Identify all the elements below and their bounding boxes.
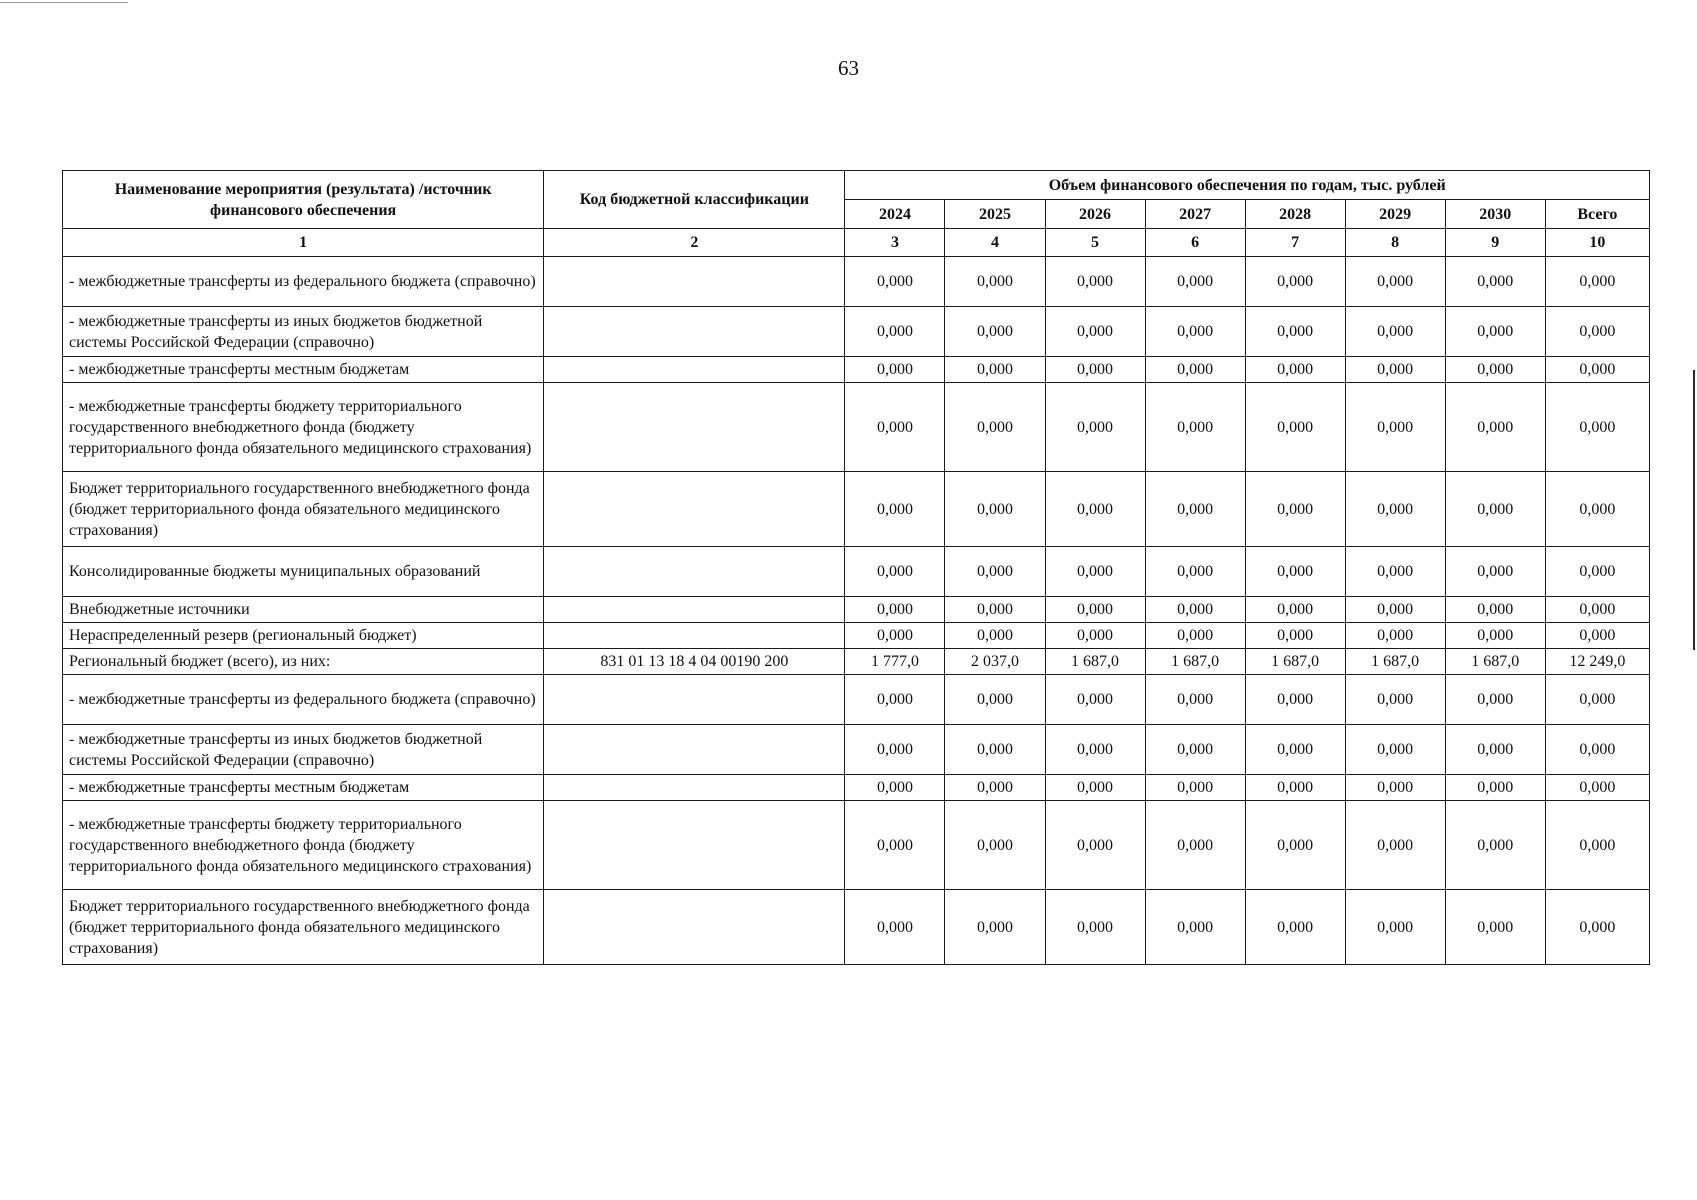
row-value-cell: 1 687,0 [1145, 649, 1245, 675]
row-value-cell: 0,000 [845, 675, 945, 725]
row-value-cell: 0,000 [1045, 775, 1145, 801]
row-value-cell: 0,000 [1145, 357, 1245, 383]
header-year: 2028 [1245, 200, 1345, 229]
column-number: 6 [1145, 229, 1245, 257]
row-value-cell: 0,000 [845, 547, 945, 597]
row-value-cell: 0,000 [1345, 675, 1445, 725]
row-value-cell: 0,000 [1245, 383, 1345, 472]
row-value-cell: 1 777,0 [845, 649, 945, 675]
row-value-cell: 0,000 [1045, 597, 1145, 623]
row-value-cell: 0,000 [845, 725, 945, 775]
row-value-cell: 0,000 [945, 357, 1045, 383]
row-name-cell: - межбюджетные трансферты бюджету территориального государственного внебюджетного фонда (бюджету территориального фонда обязательного медицинского страхования) [63, 383, 544, 472]
row-value-cell: 0,000 [1045, 725, 1145, 775]
row-value-cell: 0,000 [1145, 725, 1245, 775]
row-code-cell [544, 597, 845, 623]
row-value-cell: 0,000 [1245, 890, 1345, 965]
row-value-cell: 0,000 [1445, 775, 1545, 801]
row-code-cell [544, 307, 845, 357]
table-body [63, 257, 1650, 965]
row-value-cell: 0,000 [845, 775, 945, 801]
row-name-cell: Бюджет территориального государственного внебюджетного фонда (бюджет территориального фонда обязательного медицинского страхования) [63, 472, 544, 547]
row-total-cell: 0,000 [1545, 472, 1649, 547]
row-value-cell: 0,000 [945, 725, 1045, 775]
row-value-cell: 0,000 [945, 257, 1045, 307]
row-value-cell: 0,000 [1445, 383, 1545, 472]
row-value-cell: 0,000 [1145, 623, 1245, 649]
row-total-cell: 12 249,0 [1545, 649, 1649, 675]
column-number: 4 [945, 229, 1045, 257]
row-value-cell: 0,000 [1345, 597, 1445, 623]
row-total-cell: 0,000 [1545, 775, 1649, 801]
row-value-cell: 0,000 [845, 623, 945, 649]
row-value-cell: 0,000 [1145, 775, 1245, 801]
row-value-cell: 0,000 [1445, 675, 1545, 725]
row-value-cell: 0,000 [1045, 547, 1145, 597]
row-total-cell: 0,000 [1545, 383, 1649, 472]
row-name-cell: - межбюджетные трансферты местным бюджетам [63, 357, 544, 383]
row-value-cell: 0,000 [1445, 801, 1545, 890]
row-value-cell: 0,000 [945, 472, 1045, 547]
row-value-cell: 0,000 [1245, 547, 1345, 597]
row-name-cell: - межбюджетные трансферты из федерального бюджета (справочно) [63, 257, 544, 307]
row-value-cell: 0,000 [1145, 307, 1245, 357]
row-value-cell: 0,000 [1245, 307, 1345, 357]
row-code-cell [544, 890, 845, 965]
row-value-cell: 0,000 [1445, 257, 1545, 307]
row-value-cell: 0,000 [845, 801, 945, 890]
row-value-cell: 0,000 [1445, 357, 1545, 383]
row-total-cell: 0,000 [1545, 357, 1649, 383]
row-name-cell: Нераспределенный резерв (региональный бюджет) [63, 623, 544, 649]
row-value-cell: 0,000 [1345, 357, 1445, 383]
table-row [63, 623, 1650, 649]
row-code-cell [544, 675, 845, 725]
header-name-column: Наименование мероприятия (результата) /источник финансового обеспечения [63, 171, 544, 229]
row-code-cell: 831 01 13 18 4 04 00190 200 [544, 649, 845, 675]
row-value-cell: 0,000 [945, 547, 1045, 597]
table-row [63, 472, 1650, 547]
row-value-cell: 0,000 [1045, 801, 1145, 890]
row-value-cell: 0,000 [1345, 725, 1445, 775]
row-value-cell: 0,000 [1445, 307, 1545, 357]
row-name-cell: - межбюджетные трансферты местным бюджетам [63, 775, 544, 801]
financing-table [62, 170, 1650, 965]
row-value-cell: 0,000 [1245, 257, 1345, 307]
header-year: 2027 [1145, 200, 1245, 229]
row-value-cell: 0,000 [1345, 307, 1445, 357]
row-value-cell: 0,000 [845, 890, 945, 965]
column-number: 5 [1045, 229, 1145, 257]
row-name-cell: Бюджет территориального государственного внебюджетного фонда (бюджет территориального фонда обязательного медицинского страхования) [63, 890, 544, 965]
row-value-cell: 0,000 [1145, 890, 1245, 965]
row-code-cell [544, 257, 845, 307]
row-value-cell: 0,000 [1145, 472, 1245, 547]
column-number: 3 [845, 229, 945, 257]
row-code-cell [544, 383, 845, 472]
row-name-cell: - межбюджетные трансферты из иных бюджетов бюджетной системы Российской Федерации (справочно) [63, 307, 544, 357]
row-code-cell [544, 725, 845, 775]
row-total-cell: 0,000 [1545, 547, 1649, 597]
row-value-cell: 0,000 [1045, 675, 1145, 725]
column-number-row [63, 229, 1650, 257]
header-year: 2029 [1345, 200, 1445, 229]
column-number: 10 [1545, 229, 1649, 257]
row-value-cell: 0,000 [1045, 623, 1145, 649]
row-value-cell: 0,000 [945, 801, 1045, 890]
row-total-cell: 0,000 [1545, 675, 1649, 725]
table-row [63, 357, 1650, 383]
row-name-cell: - межбюджетные трансферты из иных бюджетов бюджетной системы Российской Федерации (справочно) [63, 725, 544, 775]
table-header [63, 171, 1650, 257]
row-code-cell [544, 472, 845, 547]
row-value-cell: 0,000 [1245, 597, 1345, 623]
table-row [63, 649, 1650, 675]
row-total-cell: 0,000 [1545, 623, 1649, 649]
table-row [63, 725, 1650, 775]
row-name-cell: Консолидированные бюджеты муниципальных образований [63, 547, 544, 597]
row-value-cell: 0,000 [1445, 547, 1545, 597]
row-name-cell: - межбюджетные трансферты из федерального бюджета (справочно) [63, 675, 544, 725]
row-value-cell: 1 687,0 [1345, 649, 1445, 675]
header-funding-group: Объем финансового обеспечения по годам, тыс. рублей [845, 171, 1650, 200]
row-value-cell: 0,000 [1445, 597, 1545, 623]
row-value-cell: 0,000 [1345, 472, 1445, 547]
row-value-cell: 0,000 [1045, 383, 1145, 472]
row-value-cell: 0,000 [1045, 472, 1145, 547]
row-value-cell: 0,000 [1445, 472, 1545, 547]
row-value-cell: 0,000 [1245, 357, 1345, 383]
row-value-cell: 0,000 [1045, 307, 1145, 357]
row-value-cell: 0,000 [1245, 801, 1345, 890]
table-row [63, 597, 1650, 623]
table-row [63, 775, 1650, 801]
row-value-cell: 1 687,0 [1045, 649, 1145, 675]
row-code-cell [544, 623, 845, 649]
table-row [63, 307, 1650, 357]
row-value-cell: 0,000 [1145, 257, 1245, 307]
row-name-cell: - межбюджетные трансферты бюджету территориального государственного внебюджетного фонда (бюджету территориального фонда обязательного медицинского страхования) [63, 801, 544, 890]
row-value-cell: 0,000 [1345, 257, 1445, 307]
table-row [63, 383, 1650, 472]
row-value-cell: 0,000 [1445, 623, 1545, 649]
row-value-cell: 0,000 [1145, 383, 1245, 472]
row-value-cell: 0,000 [1345, 775, 1445, 801]
row-value-cell: 0,000 [1345, 801, 1445, 890]
column-number: 2 [544, 229, 845, 257]
row-value-cell: 1 687,0 [1245, 649, 1345, 675]
row-value-cell: 0,000 [1345, 890, 1445, 965]
row-total-cell: 0,000 [1545, 597, 1649, 623]
header-year: 2024 [845, 200, 945, 229]
row-value-cell: 0,000 [945, 623, 1045, 649]
row-total-cell: 0,000 [1545, 801, 1649, 890]
row-total-cell: 0,000 [1545, 725, 1649, 775]
table-row [63, 890, 1650, 965]
row-value-cell: 0,000 [1245, 623, 1345, 649]
row-value-cell: 0,000 [1345, 383, 1445, 472]
row-total-cell: 0,000 [1545, 307, 1649, 357]
row-value-cell: 0,000 [1245, 472, 1345, 547]
table-row [63, 547, 1650, 597]
row-value-cell: 1 687,0 [1445, 649, 1545, 675]
table-row [63, 257, 1650, 307]
table-row [63, 801, 1650, 890]
row-value-cell: 0,000 [1345, 623, 1445, 649]
scan-edge-mark [0, 2, 128, 3]
row-value-cell: 0,000 [945, 383, 1045, 472]
row-code-cell [544, 775, 845, 801]
row-total-cell: 0,000 [1545, 890, 1649, 965]
column-number: 7 [1245, 229, 1345, 257]
row-value-cell: 0,000 [845, 257, 945, 307]
column-number: 9 [1445, 229, 1545, 257]
column-number: 8 [1345, 229, 1445, 257]
row-value-cell: 0,000 [945, 675, 1045, 725]
header-year: 2025 [945, 200, 1045, 229]
row-value-cell: 0,000 [1145, 675, 1245, 725]
header-year: 2030 [1445, 200, 1545, 229]
row-value-cell: 0,000 [1145, 547, 1245, 597]
row-code-cell [544, 547, 845, 597]
row-value-cell: 0,000 [1245, 675, 1345, 725]
row-value-cell: 0,000 [945, 597, 1045, 623]
row-value-cell: 0,000 [1445, 890, 1545, 965]
row-total-cell: 0,000 [1545, 257, 1649, 307]
page-number: 63 [838, 56, 859, 80]
row-value-cell: 0,000 [1245, 775, 1345, 801]
row-name-cell: Внебюджетные источники [63, 597, 544, 623]
table-row [63, 675, 1650, 725]
row-value-cell: 0,000 [845, 307, 945, 357]
row-value-cell: 0,000 [845, 383, 945, 472]
row-code-cell [544, 801, 845, 890]
scan-edge-bar [1693, 370, 1695, 650]
header-total: Всего [1545, 200, 1649, 229]
row-value-cell: 0,000 [945, 890, 1045, 965]
row-value-cell: 0,000 [1145, 597, 1245, 623]
row-value-cell: 0,000 [945, 775, 1045, 801]
row-value-cell: 0,000 [1445, 725, 1545, 775]
row-value-cell: 0,000 [845, 357, 945, 383]
row-value-cell: 0,000 [1045, 890, 1145, 965]
row-value-cell: 0,000 [1245, 725, 1345, 775]
row-value-cell: 0,000 [1045, 257, 1145, 307]
row-value-cell: 0,000 [1145, 801, 1245, 890]
row-name-cell: Региональный бюджет (всего), из них: [63, 649, 544, 675]
row-value-cell: 0,000 [845, 472, 945, 547]
header-code-column: Код бюджетной классификации [544, 171, 845, 229]
row-value-cell: 0,000 [1045, 357, 1145, 383]
row-value-cell: 0,000 [845, 597, 945, 623]
row-code-cell [544, 357, 845, 383]
row-value-cell: 0,000 [945, 307, 1045, 357]
row-value-cell: 2 037,0 [945, 649, 1045, 675]
row-value-cell: 0,000 [1345, 547, 1445, 597]
header-year: 2026 [1045, 200, 1145, 229]
column-number: 1 [63, 229, 544, 257]
